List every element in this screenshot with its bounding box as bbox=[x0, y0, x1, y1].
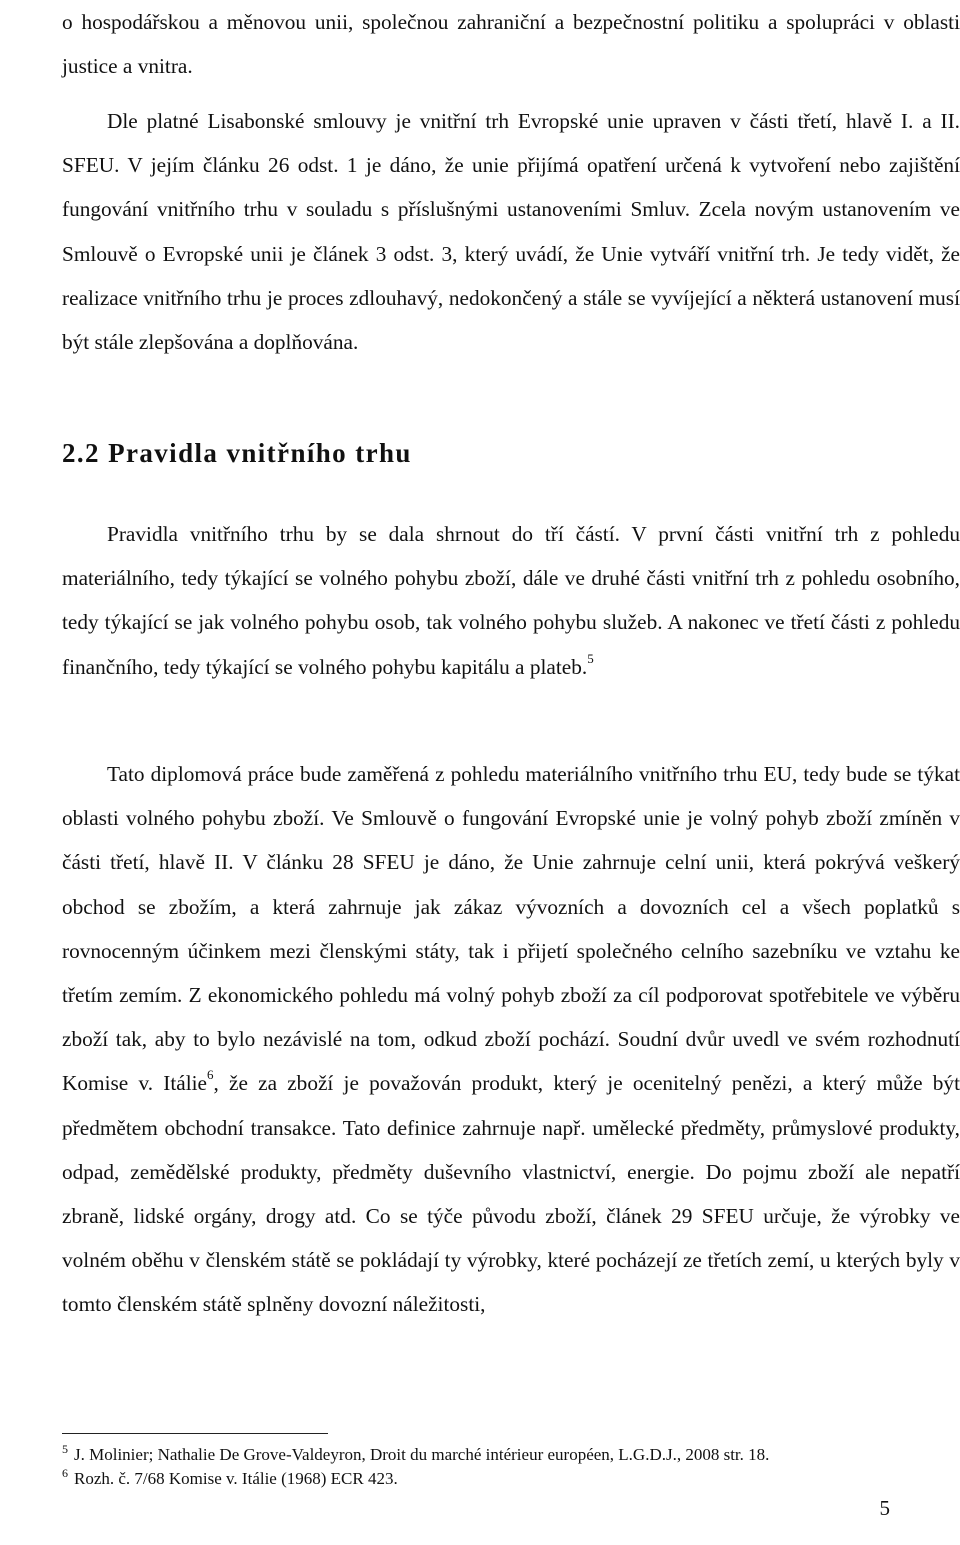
paragraph-2-text: Dle platné Lisabonské smlouvy je vnitřní trh Evropské unie upraven v části třetí, hlavě I. a II. SFEU. V jejím článku 26 odst. 1 je dáno, že unie přijímá opatření určená k vytvoření nebo zajištění fungování vnitřního trhu v souladu s příslušnými ustanoveními Smluv. Zcela novým ustanovením ve Smlouvě o Evropské unii je článek 3 odst. 3, který uvádí, že Unie vytváří vnitřní trh. Je tedy vidět, že realizace vnitřního trhu je proces zdlouhavý, nedokončený a stále se vyvíjející a některá ustanovení musí být stále zlepšována a doplňována. bbox=[62, 109, 960, 355]
paragraph-3-text: Pravidla vnitřního trhu by se dala shrnout do tří částí. V první části vnitřní trh z pohledu materiálního, tedy týkající se volného pohybu zboží, dále ve druhé části vnitřní trh z pohledu osobního, tedy týkající se jak volného pohybu osob, tak volného pohybu služeb. A nakonec ve třetí části z pohledu finančního, tedy týkající se volného pohybu kapitálu a plateb. bbox=[62, 522, 960, 679]
paragraph-4-text-b: , že za zboží je považován produkt, který je ocenitelný penězi, a který může být předmětem obchodní transakce. Tato definice zahrnuje např. umělecké předměty, průmyslové produkty, odpad, zemědělské produkty, předměty duševního vlastnictví, energie. Do pojmu zboží ale nepatří zbraně, lidské orgány, drogy atd. Co se týče původu zboží, článek 29 SFEU určuje, že výrobky ve volném oběhu v členském státě se pokládají ty výrobky, které pocházejí ze třetích zemí, u kterých byly v tomto členském státě splněny dovozní náležitosti, bbox=[62, 1071, 960, 1317]
footnote-5 bbox=[62, 1443, 960, 1467]
footnote-mark: 5 bbox=[62, 1442, 68, 1456]
footnote-text: Rozh. č. 7/68 Komise v. Itálie (1968) ECR 423. bbox=[74, 1469, 398, 1488]
page-number: 5 bbox=[879, 1496, 890, 1520]
paragraph-4 bbox=[62, 752, 960, 1327]
paragraph-4-text-a: Tato diplomová práce bude zaměřená z pohledu materiálního vnitřního trhu EU, tedy bude se týkat oblasti volného pohybu zboží. Ve Smlouvě o fungování Evropské unie je volný pohyb zboží zmíněn v části třetí, hlavě II. V článku 28 SFEU je dáno, že Unie zahrnuje celní unii, která pokrývá veškerý obchod se zbožím, a která zahrnuje jak zákaz vývozních a dovozních cel a všech poplatků s rovnocenným účinkem mezi členskými státy, tak i přijetí společného celního sazebníku ve vztahu ke třetím zemím. Z ekonomického pohledu má volný pohyb zboží za cíl podporovat spotřebitele ve výběru zboží tak, aby to bylo nezávislé na tom, odkud zboží pochází. Soudní dvůr uvedl ve svém rozhodnutí Komise v. Itálie bbox=[62, 762, 960, 1096]
paragraph-2 bbox=[62, 99, 960, 364]
section-heading: 2.2 Pravidla vnitřního trhu bbox=[62, 438, 412, 468]
footnotes bbox=[62, 1443, 960, 1491]
footnote-ref-5[interactable]: 5 bbox=[587, 650, 594, 666]
footnote-text: J. Molinier; Nathalie De Grove-Valdeyron, Droit du marché intérieur européen, L.G.D.J., 2008 str. 18. bbox=[74, 1445, 770, 1464]
paragraph-1 bbox=[62, 0, 960, 88]
paragraph-3 bbox=[62, 512, 960, 689]
footnote-ref-6[interactable]: 6 bbox=[207, 1067, 214, 1083]
footnote-separator bbox=[62, 1433, 328, 1434]
footnote-mark: 6 bbox=[62, 1466, 68, 1480]
footnote-6 bbox=[62, 1467, 960, 1491]
paragraph-1-text: o hospodářskou a měnovou unii, společnou zahraniční a bezpečnostní politiku a spolupráci v oblasti justice a vnitra. bbox=[62, 10, 960, 79]
